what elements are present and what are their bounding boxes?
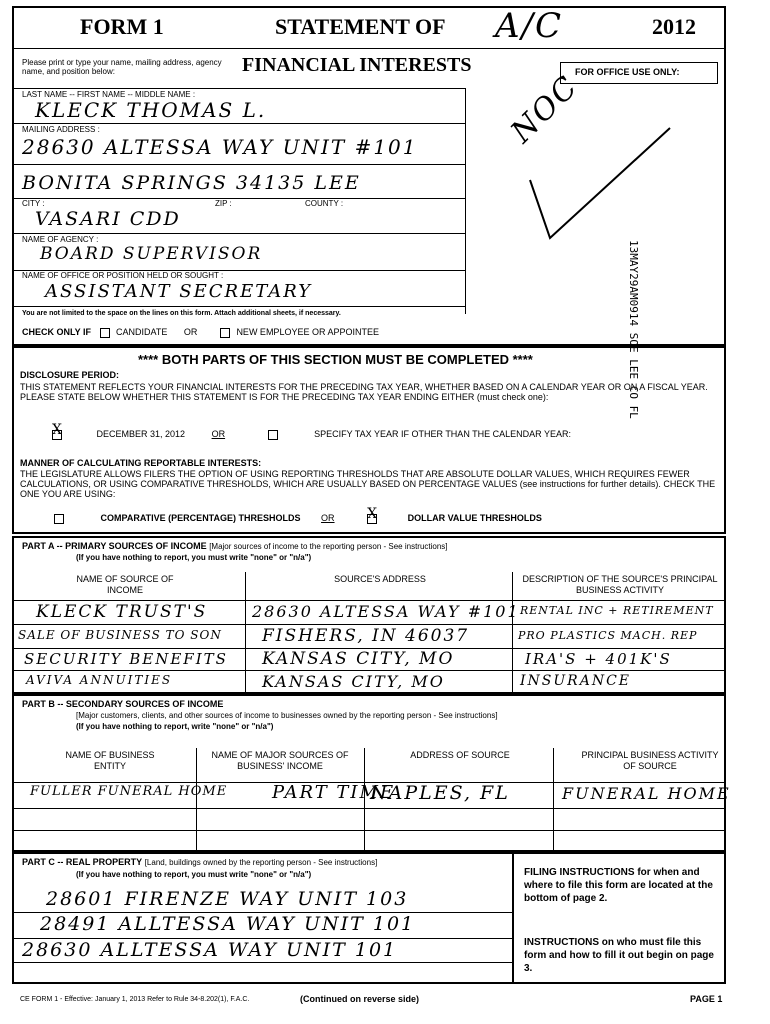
zip-label: ZIP : [215, 199, 232, 208]
office-value: ASSISTANT SECRETARY [45, 281, 313, 302]
check-only-label: CHECK ONLY IF [22, 327, 92, 337]
part-c-note: (If you have nothing to report, you must write "none" or "n/a") [76, 870, 312, 879]
agency-value: BOARD SUPERVISOR [40, 244, 263, 264]
part-a-row0-name: KLECK TRUST'S [36, 602, 208, 622]
part-a-row3-desc: INSURANCE [520, 673, 632, 689]
handwritten-ac: A/C [495, 6, 564, 46]
filing-instructions: FILING INSTRUCTIONS for when and where to file this form are located at the bottom of page 2. [524, 867, 713, 904]
part-a-col-div2 [512, 572, 513, 692]
office-value-rule [12, 306, 466, 307]
city-label: CITY : [22, 199, 45, 208]
not-limited-note: You are not limited to the space on the lines on this form. Attach additional sheets, if necessary. [22, 310, 341, 317]
part-a-row3-name: AVIVA ANNUITIES [26, 673, 173, 687]
part-b-row0-activity: FUNERAL HOME [562, 784, 731, 803]
comparative-label: COMPARATIVE (PERCENTAGE) THRESHOLDS [100, 513, 301, 523]
part-c-row0: 28601 FIRENZE WAY UNIT 103 [46, 888, 409, 910]
who-must-file-instructions: INSTRUCTIONS on who must file this form and how to fill it out begin on page 3. [524, 937, 714, 974]
header-divider [12, 48, 726, 49]
comparative-checkbox[interactable] [54, 514, 64, 524]
specify-checkbox[interactable] [268, 430, 278, 440]
part-c-subtitle: [Land, buildings owned by the reporting person - See instructions] [144, 858, 378, 867]
print-instruction: Please print or type your name, mailing address, agency name, and position below: [22, 58, 222, 76]
dollar-checkmark: X [367, 505, 378, 522]
part-b-col-div1 [196, 748, 197, 852]
part-a-subtitle: [Major sources of income to the reporting person - See instructions] [209, 542, 448, 551]
received-stamp: 13MAY29AM0914 SOE LEE CO FL [627, 240, 640, 419]
part-b-row0-entity: FULLER FUNERAL HOME [30, 784, 228, 799]
part-a-row1-name: SALE OF BUSINESS TO SON [18, 628, 222, 642]
part-c-heading [22, 857, 377, 868]
part-a-row0-desc: RENTAL INC + RETIREMENT [520, 604, 714, 617]
part-c-divider [512, 852, 514, 984]
form-year: 2012 [652, 14, 696, 39]
part-a-col-name: NAME OF SOURCE OF INCOME [76, 574, 174, 595]
dollar-checkbox[interactable] [367, 505, 378, 524]
part-a-row-rule-4 [12, 692, 726, 693]
new-employee-label: NEW EMPLOYEE OR APPOINTEE [236, 327, 379, 337]
footer-left: CE FORM 1 - Effective: January 1, 2013 Refer to Rule 34-8.202(1), F.A.C. [20, 996, 250, 1003]
part-a-row2-name: SECURITY BENEFITS [24, 650, 228, 668]
part-a-row0-address: 28630 ALTESSA WAY #101 [252, 602, 520, 621]
part-c-title: PART C -- REAL PROPERTY [22, 857, 143, 867]
manner-text: THE LEGISLATURE ALLOWS FILERS THE OPTION OF USING REPORTING THRESHOLDS THAT ARE ABSOLUTE DOLLAR VALUES, WHICH REQUIRES FEWER CALCULATIONS, OR USING COMPARATIVE THRESHOLDS, WHICH ARE USUALLY BASED ON PERCENTAGE VALUES (see instructions for further details). CHECK THE ONE YOU ARE USING: [20, 469, 716, 499]
form-title-line1: STATEMENT OF [275, 14, 446, 39]
part-a-col-description: DESCRIPTION OF THE SOURCE'S PRINCIPAL BUSINESS ACTIVITY [522, 574, 718, 595]
address-line1: 28630 ALTESSA WAY UNIT #101 [22, 135, 418, 159]
part-a-heading [22, 541, 448, 552]
agency-label: NAME OF AGENCY : [22, 235, 99, 244]
checkmark-icon [525, 120, 675, 250]
part-a-row-rule-3 [12, 670, 726, 671]
name-label: LAST NAME -- FIRST NAME -- MIDDLE NAME : [22, 90, 196, 99]
form-title-line2: FINANCIAL INTERESTS [242, 54, 472, 76]
part-a-row-rule-0 [12, 600, 726, 601]
name-line [12, 123, 466, 124]
part-b-row0-address: NAPLES, FL [370, 782, 510, 804]
address-line2: BONITA SPRINGS 34135 LEE [22, 172, 361, 194]
mailing-label: MAILING ADDRESS : [22, 125, 100, 134]
agency-line-rule [12, 233, 466, 234]
part-a-row-rule-1 [12, 624, 726, 625]
period-choice-row [52, 421, 572, 440]
or-label: OR [183, 327, 198, 337]
part-c-row1: 28491 ALLTESSA WAY UNIT 101 [40, 913, 416, 935]
period-text: THIS STATEMENT REFLECTS YOUR FINANCIAL INTERESTS FOR THE PRECEDING TAX YEAR, WHETHER BASED ON A CALENDAR YEAR OR ON A FISCAL YEAR. PLEASE STATE BELOW WHETHER THIS STATEMENT IS FOR THE PRECEDING TAX YEAR ENDING EITHER (must check one): [20, 382, 708, 402]
address-line2-rule [12, 198, 466, 199]
agency-line: VASARI CDD [35, 208, 181, 230]
identity-right-border [465, 88, 466, 314]
part-b-subtitle: [Major customers, clients, and other sources of income to businesses owned by the reporting person - See instructions] [76, 711, 498, 720]
part-b-col-address: ADDRESS OF SOURCE [410, 750, 510, 760]
part-a-row2-address: KANSAS CITY, MO [262, 649, 455, 669]
candidate-label: CANDIDATE [116, 327, 168, 337]
part-b-row-rule-2 [12, 830, 726, 831]
manner-title: MANNER OF CALCULATING REPORTABLE INTERESTS: [20, 458, 262, 468]
part-a-row1-desc: PRO PLASTICS MACH. REP [518, 629, 698, 642]
threshold-choice-row [54, 505, 542, 524]
both-parts-banner: **** BOTH PARTS OF THIS SECTION MUST BE COMPLETED **** [138, 352, 533, 367]
dec31-label: DECEMBER 31, 2012 [96, 429, 186, 439]
part-a-row3-address: KANSAS CITY, MO [262, 672, 445, 691]
part-b-col-entity: NAME OF BUSINESS ENTITY [65, 750, 155, 771]
part-b-col-activity: PRINCIPAL BUSINESS ACTIVITY OF SOURCE [581, 750, 719, 771]
dollar-label: DOLLAR VALUE THRESHOLDS [407, 513, 542, 523]
part-c-row-rule-2 [12, 962, 512, 963]
part-b-col-sources: NAME OF MAJOR SOURCES OF BUSINESS' INCOME [211, 750, 349, 771]
part-b-col-div3 [553, 748, 554, 852]
candidate-checkbox[interactable] [100, 328, 110, 338]
threshold-or: OR [321, 513, 335, 523]
handwritten-noc: NOC [504, 68, 586, 151]
part-a-row2-desc: IRA'S + 401K'S [525, 650, 672, 668]
footer-continued: (Continued on reverse side) [300, 994, 420, 1004]
page-number: PAGE 1 [690, 994, 723, 1004]
part-a-title: PART A -- PRIMARY SOURCES OF INCOME [22, 541, 207, 551]
period-title: DISCLOSURE PERIOD: [20, 370, 120, 380]
part-a-col-address: SOURCE'S ADDRESS [334, 574, 426, 584]
form-number: FORM 1 [80, 14, 164, 39]
dec31-checkmark: X [52, 421, 62, 438]
part-a-col-div1 [245, 572, 246, 692]
part-a-note: (If you have nothing to report, you must write "none" or "n/a") [76, 553, 312, 562]
office-use-label: FOR OFFICE USE ONLY: [575, 67, 680, 77]
identity-top-border [12, 88, 466, 89]
county-label: COUNTY : [305, 199, 344, 208]
new-employee-checkbox[interactable] [220, 328, 230, 338]
part-a-row1-address: FISHERS, IN 46037 [262, 626, 470, 646]
part-b-row-rule-1 [12, 808, 726, 809]
check-only-row [22, 327, 379, 338]
period-or: OR [211, 429, 226, 439]
dec31-checkbox[interactable] [52, 421, 62, 440]
name-value: KLECK THOMAS L. [35, 98, 267, 122]
part-b-title: PART B -- SECONDARY SOURCES OF INCOME [22, 699, 224, 709]
office-label: NAME OF OFFICE OR POSITION HELD OR SOUGHT : [22, 271, 224, 280]
part-c-row2: 28630 ALLTESSA WAY UNIT 101 [22, 939, 398, 961]
part-b-note: (If you have nothing to report, write "none" or "n/a") [76, 722, 274, 731]
part-b-row0-sources: PART TIME [272, 782, 396, 803]
specify-label: SPECIFY TAX YEAR IF OTHER THAN THE CALENDAR YEAR: [314, 429, 572, 439]
address-line1-rule [12, 164, 466, 165]
